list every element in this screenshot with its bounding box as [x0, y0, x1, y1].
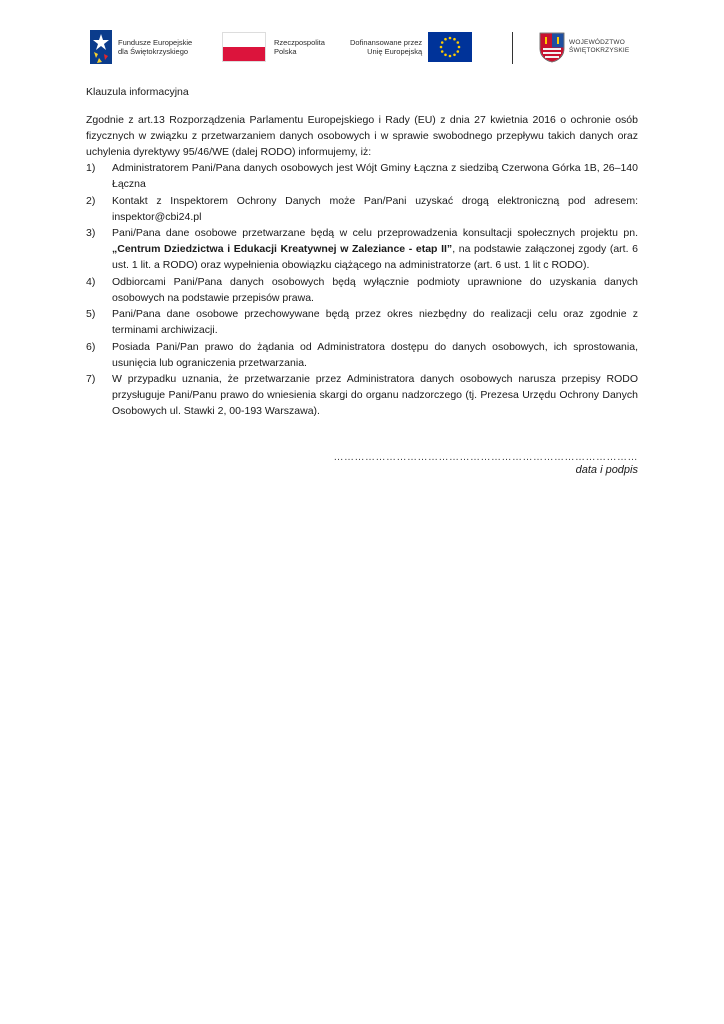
list-item: [86, 306, 638, 338]
pl-logo-line1: Rzeczpospolita: [274, 38, 325, 47]
list-item-number: 7): [86, 373, 96, 385]
list-item-text: Kontakt z Inspektorem Ochrony Danych może Pan/Pani uzyskać drogą elektroniczną pod adresem: inspektor@cbi24.pl: [112, 194, 638, 223]
list-item-number: 1): [86, 162, 96, 174]
logo-bar: [86, 24, 638, 70]
list-item-text: Administratorem Pani/Pana danych osobowych jest Wójt Gminy Łączna z siedzibą Czerwona Górka 1B, 26–140 Łączna: [112, 162, 638, 190]
fe-logo-line2: dla Świętokrzyskiego: [118, 47, 189, 56]
eu-logo-line1: Dofinansowane przez: [350, 38, 423, 47]
list-item-text-a: Pani/Pana dane osobowe przetwarzane będą w celu przeprowadzenia konsultacji społecznych projektu pn.: [112, 227, 638, 239]
pl-logo-line2: Polska: [274, 47, 297, 56]
fe-star-icon: [90, 28, 112, 66]
sw-logo-line1: WOJEWÓDZTWO: [569, 39, 625, 46]
list-item: [86, 371, 638, 419]
fe-logo-line1: Fundusze Europejskie: [118, 38, 193, 47]
list-item-text: Posiada Pani/Pan prawo do żądania od Administratora dostępu do danych osobowych, ich sprostowania, usunięcia lub ograniczenia przetwarzania.: [112, 340, 638, 369]
intro-paragraph: Zgodnie z art.13 Rozporządzenia Parlamentu Europejskiego i Rady (EU) z dnia 27 kwietnia 2016 o ochronie osób fizycznych w związku z przetwarzaniem danych osobowych i w sprawie swobodnego przepływu takich danych oraz uchylenia dyrektywy 95/46/WE (dalej RODO) informujemy, iż:: [86, 114, 638, 158]
list-item-number: 4): [86, 275, 96, 288]
list-item: [86, 160, 638, 192]
eu-logo-line2: Unię Europejską: [367, 47, 423, 56]
signature-line: ……………………………………………………………………………: [333, 452, 638, 463]
list-item-number: 6): [86, 340, 96, 353]
fe-logo: [90, 24, 192, 70]
list-item-text: W przypadku uznania, że przetwarzanie przez Administratora danych osobowych narusza przepisy RODO przysługuje Pani/Panu prawo do wniesienia skargi do organu nadzorczego (tj. Prezesa Urzędu Ochrony Danych Osobowych ul. Stawki 2, 00-193 Warszawa).: [112, 373, 638, 417]
project-name: „Centrum Dziedzictwa i Edukacji Kreatywnej w Zaleziance - etap II”: [112, 243, 453, 255]
logo-divider: [512, 32, 513, 64]
eu-logo: [350, 24, 472, 70]
poland-flag-icon: [222, 32, 266, 62]
swietokrzyskie-logo: [539, 24, 629, 70]
list-item-text: Odbiorcami Pani/Pana danych osobowych będą wyłącznie podmioty uprawnione do uzyskania danych osobowych na podstawie przepisów prawa.: [112, 275, 638, 304]
list-item-number: 3): [86, 227, 96, 239]
document-title: Klauzula informacyjna: [86, 86, 189, 98]
list-item: [86, 225, 638, 273]
list-item: [86, 339, 638, 371]
signature-label: data i podpis: [575, 464, 638, 476]
list-item-number: 2): [86, 194, 96, 207]
coat-of-arms-icon: [539, 31, 565, 63]
list-item-text: Pani/Pana dane osobowe przechowywane będą przez okres niezbędny do realizacji celu oraz zgodnie z terminami archiwizacji.: [112, 308, 638, 336]
list-item: [86, 274, 638, 306]
list-item: [86, 193, 638, 225]
sw-logo-line2: ŚWIĘTOKRZYSKIE: [569, 47, 630, 54]
list-item-number: 5): [86, 308, 96, 320]
eu-flag-icon: [428, 32, 472, 62]
clause-list: [86, 160, 638, 420]
pl-logo: [222, 24, 325, 70]
list-item-text-b: , na podstawie załączonej zgody (art. 6 ust. 1 lit. a RODO) oraz wypełnienia obowiązku ciążącego na administratorze (art. 6 ust. 1 lit c RODO).: [112, 243, 638, 271]
